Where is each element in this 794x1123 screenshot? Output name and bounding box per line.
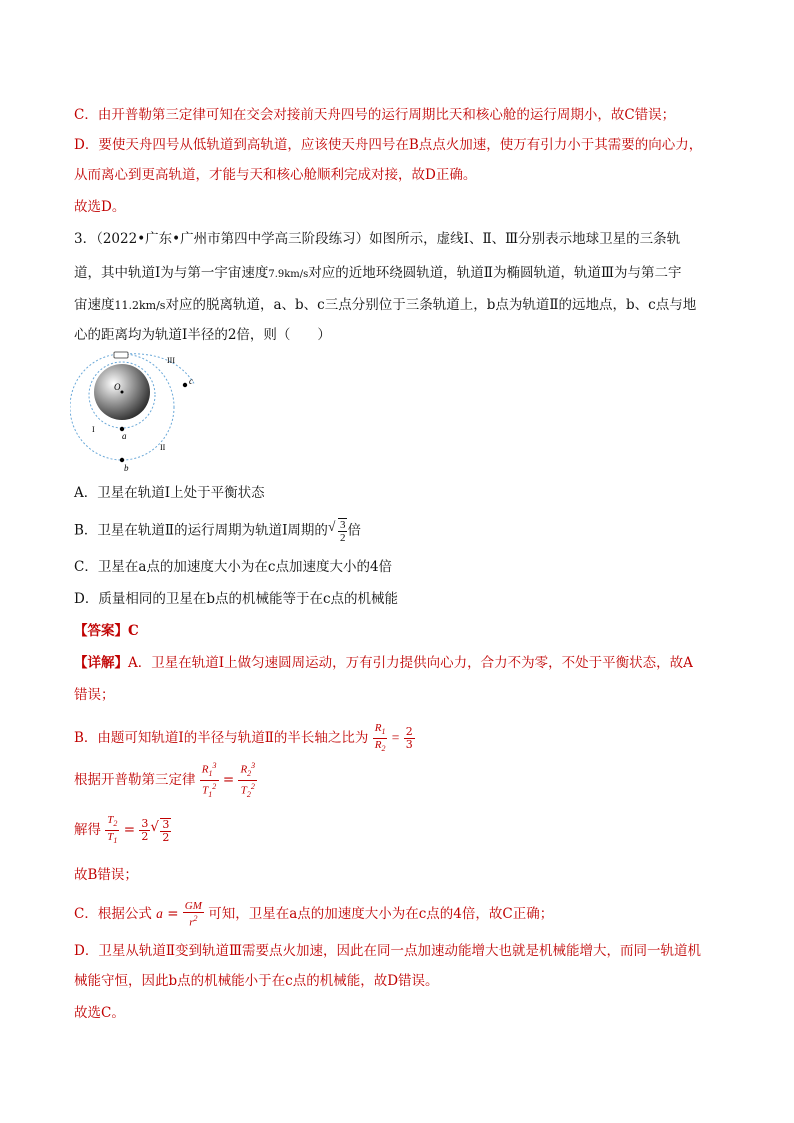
detail-d-line1: D．卫星从轨道Ⅱ变到轨道Ⅲ需要点火加速，因此在同一点加速动能增大也就是机械能增大，而同一轨道机 xyxy=(74,943,702,959)
point-b xyxy=(120,458,124,462)
label-c: c xyxy=(189,376,193,386)
final-choice: 故选C。 xyxy=(74,1005,125,1021)
prev-option-c: C．由开普勒第三定律可知在交会对接前天舟四号的运行周期比天和核心舱的运行周期小，故C错误； xyxy=(74,107,676,123)
detail-a-line2: 错误； xyxy=(74,687,115,703)
detail-b-line1: B．由题可知轨道Ⅰ的半径与轨道Ⅱ的半长轴之比为 $\frac{R_1}{R_2}$ = $\frac{2}{3}$ xyxy=(74,722,413,754)
question-3-line4: 心的距离均为轨道Ⅰ半径的2倍，则（ ） xyxy=(74,327,331,343)
prev-option-d-line2: 从而离心到更高轨道，才能与天和核心舱顺利完成对接，故D正确。 xyxy=(74,167,477,183)
prev-final-choice: 故选D。 xyxy=(74,199,126,215)
point-c xyxy=(183,383,187,387)
option-a: A．卫星在轨道Ⅰ上处于平衡状态 xyxy=(74,485,265,501)
label-III: III xyxy=(167,356,175,365)
label-O: O xyxy=(114,382,121,392)
orbit-diagram xyxy=(70,350,210,475)
prev-option-d-line1: D．要使天舟四号从低轨道到高轨道，应该使天舟四号在B点点火加速，使万有引力小于其需要的向心力， xyxy=(74,137,703,153)
label-II: II xyxy=(160,443,166,452)
label-b: b xyxy=(124,463,129,473)
satellite-icon xyxy=(114,352,128,358)
label-a: a xyxy=(122,431,127,441)
label-I: I xyxy=(92,425,95,434)
detail-d-line2: 械能守恒，因此b点的机械能小于在c点的机械能，故D错误。 xyxy=(74,973,439,989)
question-3-line3: 宙速度11.2km/s对应的脱离轨道，a、b、c三点分别位于三条轨道上，b点为轨道Ⅱ的远地点，b、c点与地 xyxy=(74,297,697,313)
question-3-line1: 3．（2022•广东•广州市第四中学高三阶段练习）如图所示，虚线Ⅰ、Ⅱ、Ⅲ分别表示地球卫星的三条轨 xyxy=(74,231,681,247)
answer-label: 【答案】C xyxy=(74,623,139,639)
option-c: C．卫星在a点的加速度大小为在c点加速度大小的4倍 xyxy=(74,559,393,575)
option-d: D．质量相同的卫星在b点的机械能等于在c点的机械能 xyxy=(74,591,399,607)
option-b: B．卫星在轨道Ⅱ的运行周期为轨道Ⅰ周期的 √ $\frac{3}{2}$ 倍 xyxy=(74,519,361,544)
question-3-line2: 道，其中轨道Ⅰ为与第一宇宙速度7.9km/s对应的近地环绕圆轨道，轨道Ⅱ为椭圆轨道，轨道Ⅲ为与第二宇 xyxy=(74,265,682,281)
detail-a-line1: 【详解】A．卫星在轨道Ⅰ上做匀速圆周运动，万有引力提供向心力，合力不为零，不处于平衡状态，故A xyxy=(74,655,693,671)
detail-b-line3: 解得 $\frac{T_2}{T_1}$ = $\frac{3}{2}$ √ $\frac{3}{2}$ xyxy=(74,814,170,846)
detail-c: C．根据公式 a = $\frac{GM}{r^2}$ 可知，卫星在a点的加速度大小为在c点的4倍，故C正确； xyxy=(74,900,554,929)
detail-b-line2: 根据开普勒第三定律 $\frac{R_1^3}{T_1^2}$ = $\frac{R_2^3}{T_2^2}$ xyxy=(74,761,256,799)
detail-b-line4: 故B错误； xyxy=(74,867,138,883)
